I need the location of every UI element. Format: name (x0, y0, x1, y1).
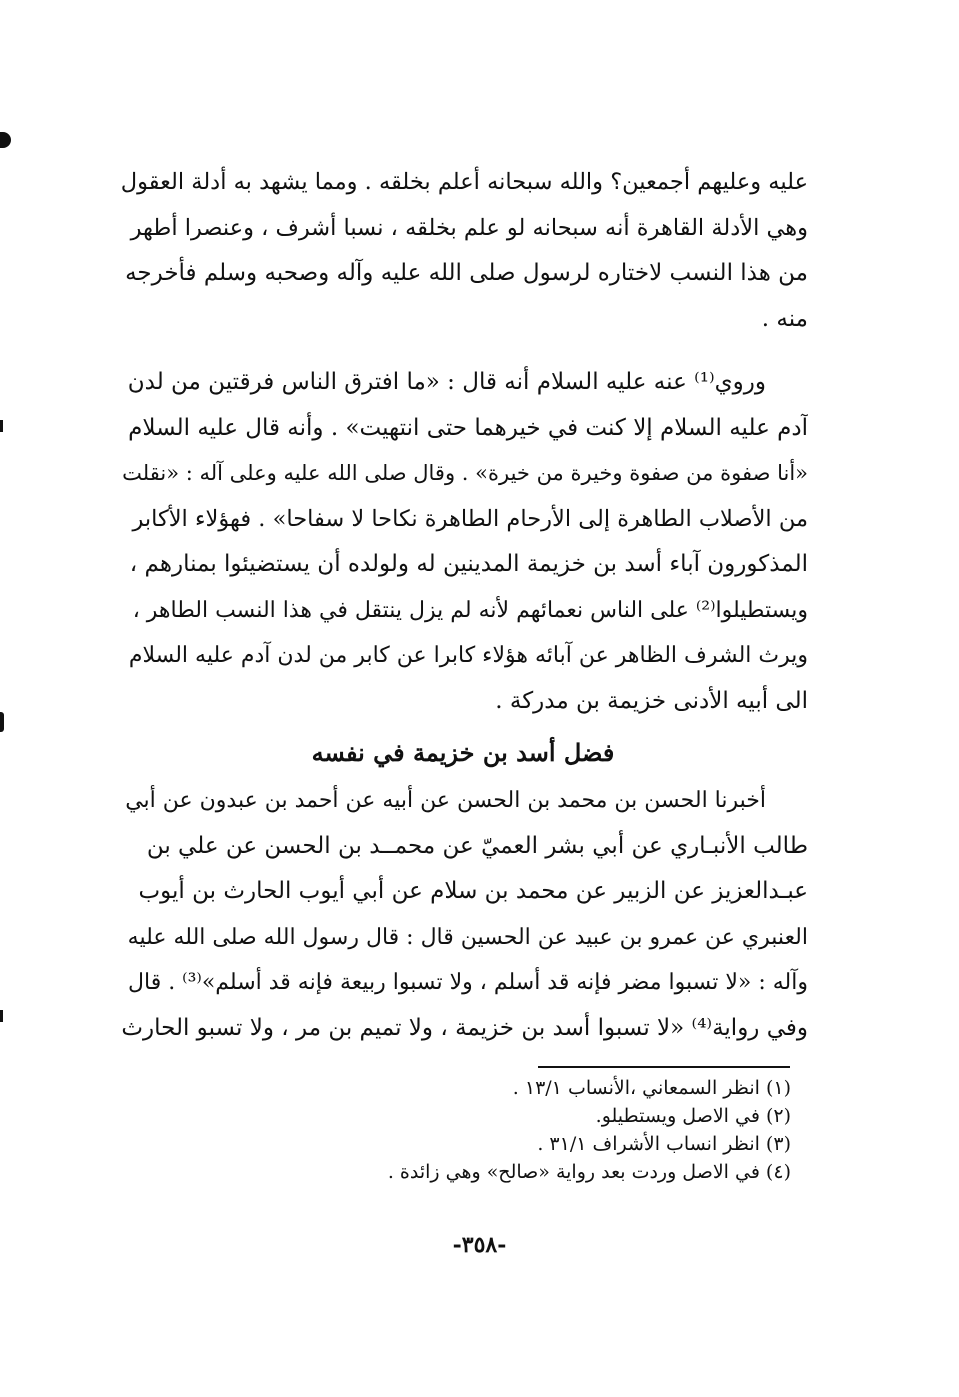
text-line: عليه وعليهم أجمعين؟ والله سبحانه أعلم بخلقه . ومما يشهد به أدلة العقول (120, 169, 808, 195)
text-line: وروي⁽¹⁾ عنه عليه السلام أنه قال : «ما افترق الناس فرقتين من لدن (127, 369, 766, 395)
paragraph-2 (118, 360, 808, 724)
text-line: منه . (761, 305, 808, 332)
text-line: وفي رواية⁽⁴⁾ «لا تسبوا أسد بن خزيمة ، ولا تميم بن مر ، ولا تسبو الحارث (121, 1014, 808, 1041)
footnote-1: (١) انظر السمعاني ،الأنساب ١٣/١ . (512, 1077, 791, 1099)
footnote-3: (٣) انظر انساب الأشراف ٣١/١ . (537, 1133, 791, 1155)
text-line: المذكورون آباء أسد بن خزيمة المدينين له ولولده أن يستضيئوا بمنارهم ، (129, 551, 808, 577)
paragraph-3 (118, 778, 808, 1051)
scan-edge-mark (0, 712, 4, 732)
text-line: من هذا النسب لاختاره لرسول صلى الله عليه وآله وصحبه وسلم فأخرجه (125, 260, 808, 286)
text-line: ويرث الشرف الظاهر عن آبائه هؤلاء كابرا عن كابر من لدن آدم عليه السلام (128, 643, 808, 668)
footnotes (291, 1074, 791, 1186)
text-line: آدم عليه السلام إلا كنت في خيرهما حتى انتهيت» . وأنه قال عليه السلام (128, 414, 808, 441)
text-line: من الأصلاب الطاهرة إلى الأرحام الطاهرة نكاحا لا سفاحا» . فهؤلاء الأكابر (132, 505, 808, 532)
text-line: عبـدالعزيز عن الزبير عن محمد بن سلام عن أبي أيوب الحارث بن أيوب (138, 878, 808, 904)
paragraph-1 (118, 160, 808, 342)
text-line: وآله : «لا تسبوا مضر فإنه قد أسلم ، ولا تسبوا ربيعة فإنه قد أسلم»⁽³⁾ . قال (128, 970, 808, 995)
text-line: العنبري عن عمرو بن عبيد عن الحسين قال : قال رسول الله صلى الله عليه (127, 924, 808, 950)
text-line: ويستطيلوا⁽²⁾ على الناس نعمائهم لأنه لم يزل ينتقل في هذا النسب الطاهر ، (132, 597, 808, 623)
scan-edge-mark (0, 132, 11, 148)
footnote-2: (٢) في الاصل ويستطيلو. (595, 1105, 791, 1127)
text-line: الى أبيه الأدنى خزيمة بن مدركة . (495, 687, 808, 714)
text-line: أخبرنا الحسن بن محمد بن الحسن عن أبيه عن أحمد بن عبدون عن أبي (125, 788, 766, 813)
text-line: «أنا صفوة من صفوة وخيرة من خيرة» . وقال صلى الله عليه وعلى آله : «نقلت (122, 461, 808, 485)
section-heading: فضل أسد بن خزيمة في نفسه (311, 738, 615, 767)
scan-edge-mark (0, 1010, 3, 1022)
text-line: وهي الأدلة القاهرة أنه سبحانه لو علم بخلقه ، نسبا أشرف ، وعنصرا أطهر (130, 214, 808, 241)
scan-edge-mark (0, 420, 3, 432)
footnote-separator (538, 1066, 790, 1068)
footnote-4: (٤) في الاصل وردت بعد رواية «صالح» وهي زائدة . (387, 1161, 791, 1183)
page-number: -٣٥٨- (452, 1232, 507, 1258)
text-line: طالب الأنبـاري عن أبي بشر العميّ عن محمــد بن الحسن عن علي بن (146, 832, 808, 859)
